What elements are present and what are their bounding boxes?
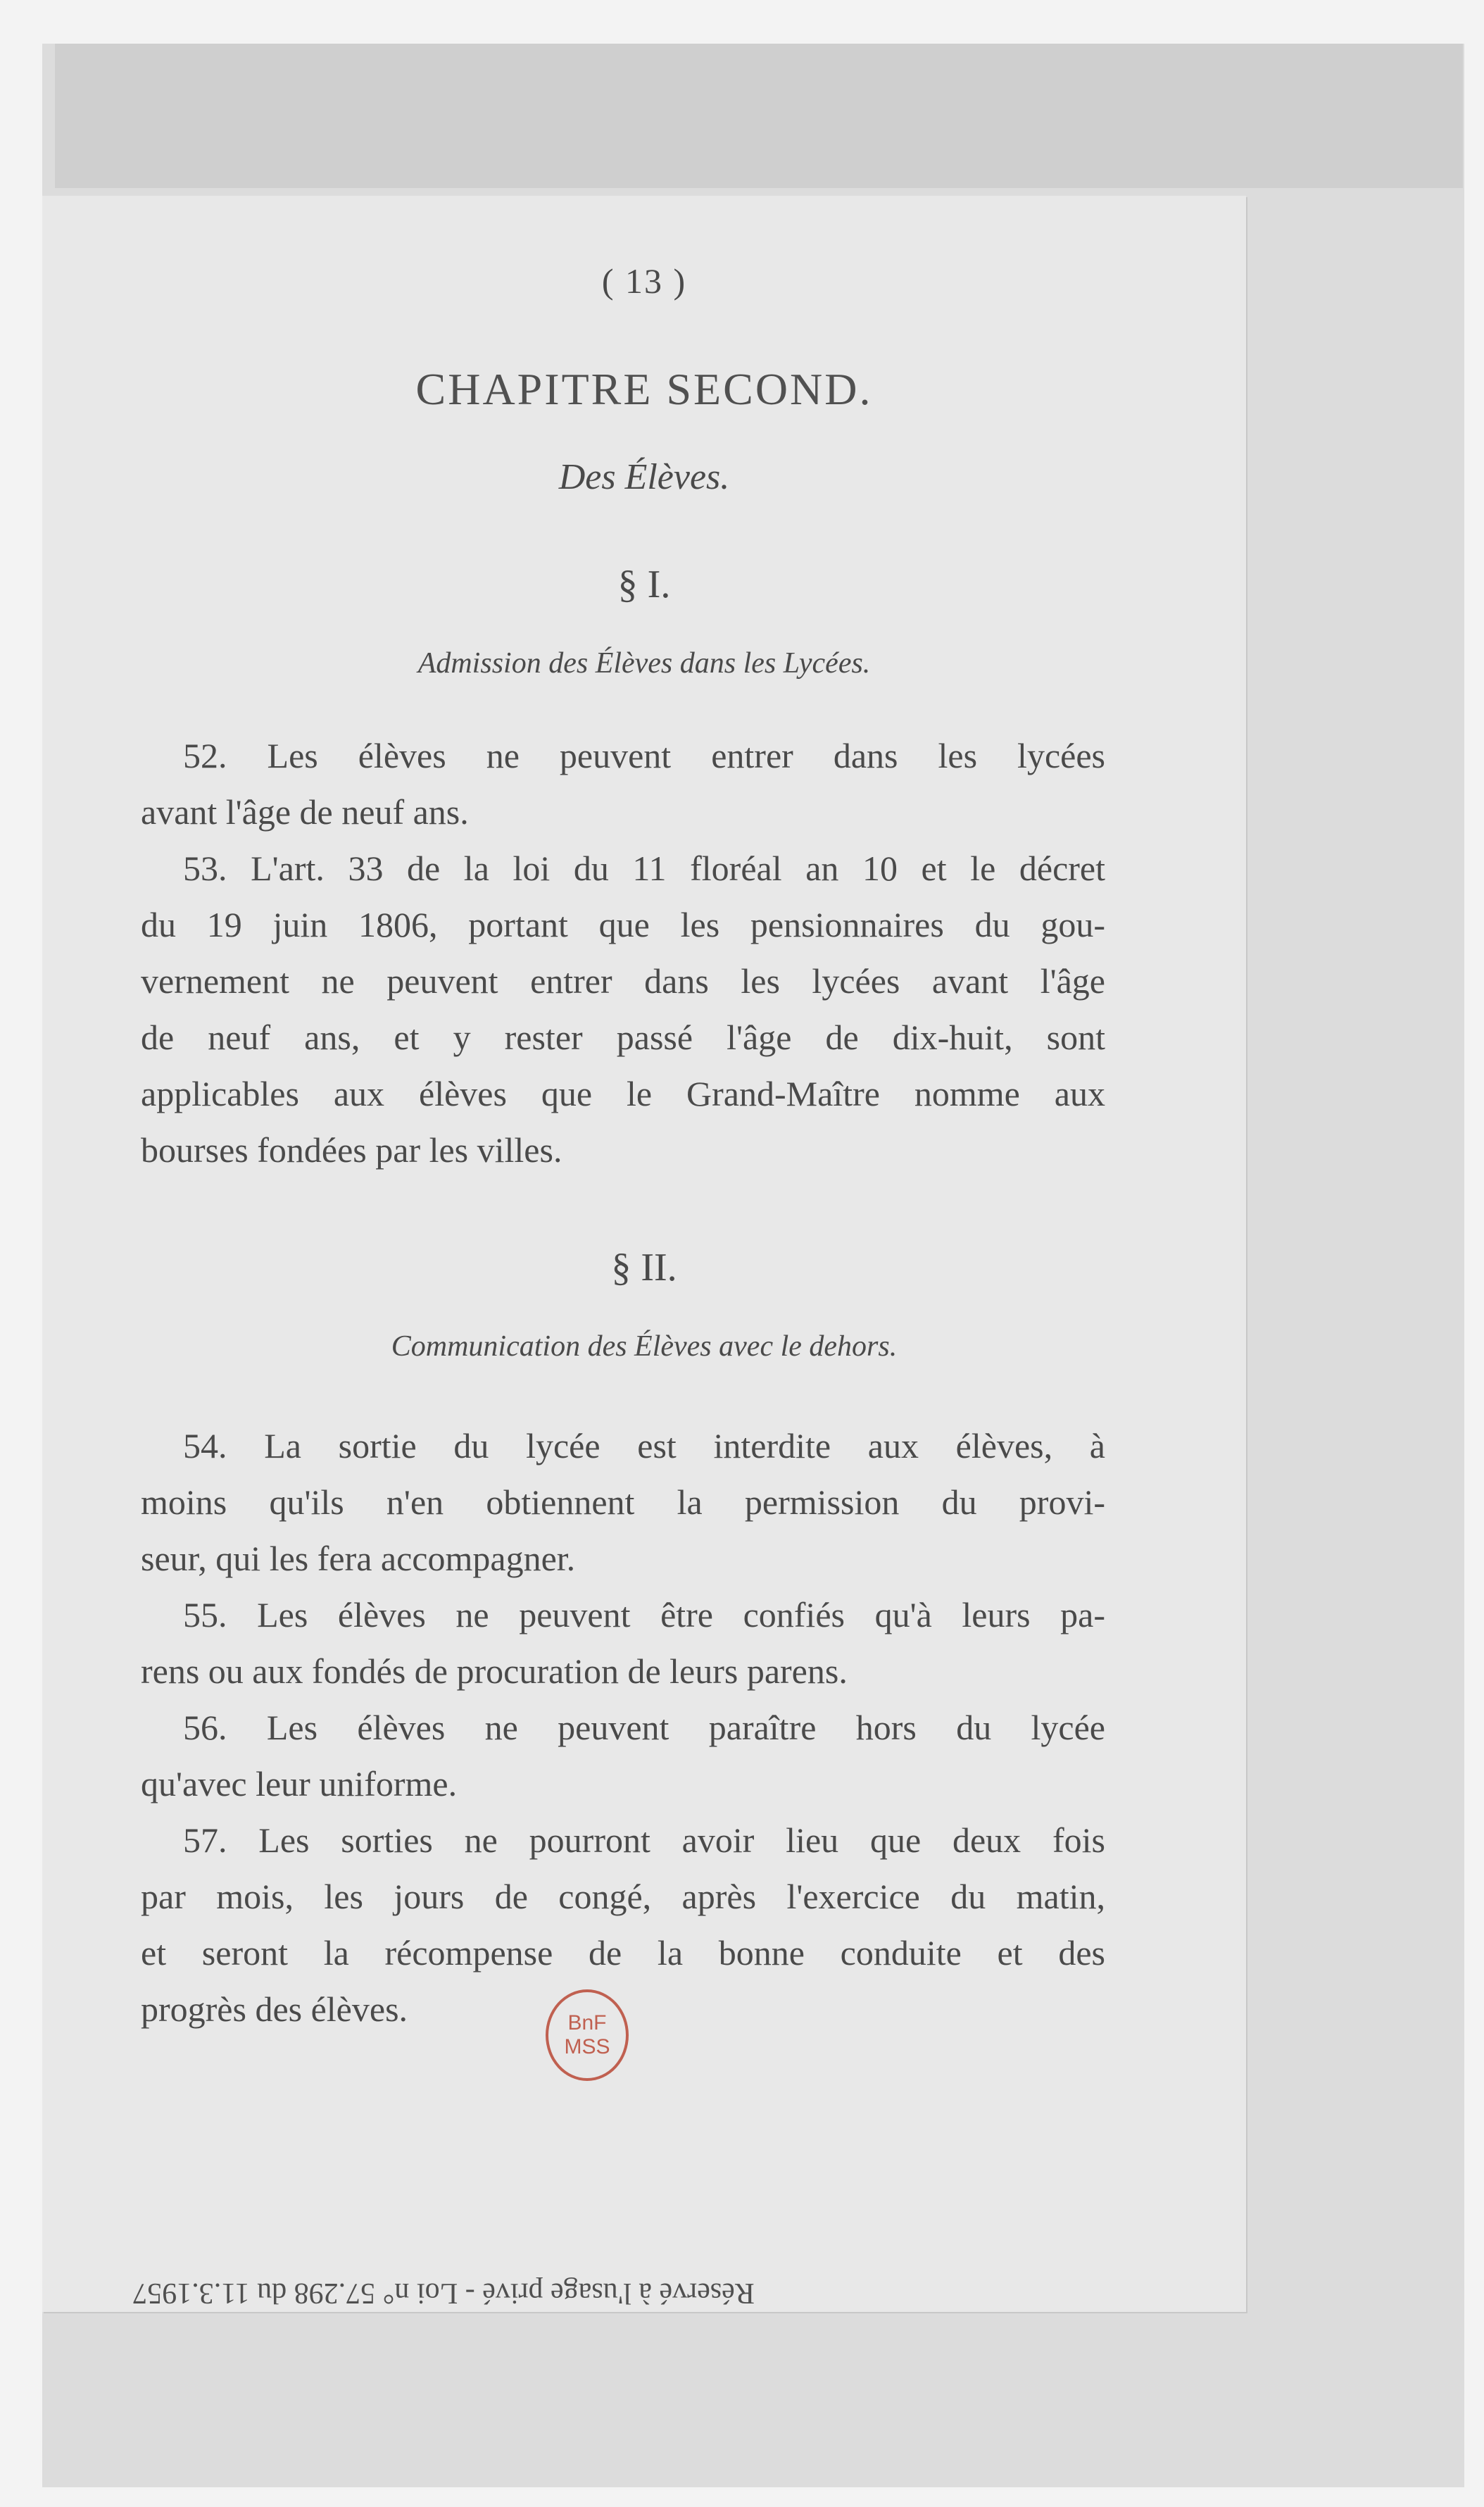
article-54-line-2: moins qu'ils n'en obtiennent la permission du provi- bbox=[141, 1482, 1105, 1522]
article-53-line-6: bourses fondées par les villes. bbox=[141, 1130, 562, 1170]
article-53-line-2: du 19 juin 1806, portant que les pensionnaires du gou- bbox=[141, 905, 1105, 944]
article-57-line-3: et seront la récompense de la bonne conduite et des bbox=[141, 1933, 1105, 1973]
chapter-title: CHAPITRE SECOND. bbox=[415, 364, 873, 414]
article-53-line-3: vernement ne peuvent entrer dans les lycées avant l'âge bbox=[141, 961, 1105, 1001]
reserve-note: Réservé à l'usage privé - Loi n° 57.298 du 11.3.1957 bbox=[132, 2277, 755, 2309]
article-52 bbox=[141, 727, 1105, 840]
article-52-line-1: 52. Les élèves ne peuvent entrer dans les lycées bbox=[183, 736, 1105, 775]
article-53-line-1: 53. L'art. 33 de la loi du 11 floréal an 10 et le décret bbox=[183, 849, 1105, 888]
article-56-line-1: 56. Les élèves ne peuvent paraître hors du lycée bbox=[183, 1708, 1105, 1747]
article-54-line-1: 54. La sortie du lycée est interdite aux élèves, à bbox=[183, 1426, 1105, 1465]
article-54-line-3: seur, qui les fera accompagner. bbox=[141, 1539, 576, 1578]
article-57-line-1: 57. Les sorties ne pourront avoir lieu que deux fois bbox=[183, 1820, 1105, 1860]
stamp-line-2: MSS bbox=[564, 2035, 610, 2058]
section-2-mark: § II. bbox=[611, 1246, 677, 1289]
stamp-line-1: BnF bbox=[567, 2011, 607, 2034]
page-content bbox=[84, 196, 1288, 2312]
article-57-line-4: progrès des élèves. bbox=[141, 1989, 408, 2029]
article-54 bbox=[141, 1418, 1105, 1587]
article-57 bbox=[141, 1812, 1105, 2037]
document-page bbox=[42, 196, 1246, 2312]
article-55-line-2: rens ou aux fondés de procuration de leurs parens. bbox=[141, 1651, 848, 1691]
library-stamp bbox=[546, 1989, 629, 2081]
article-53-line-5: applicables aux élèves que le Grand-Maître nomme aux bbox=[141, 1074, 1105, 1113]
article-52-line-2: avant l'âge de neuf ans. bbox=[141, 792, 469, 832]
article-53 bbox=[141, 840, 1105, 1178]
article-55 bbox=[141, 1587, 1105, 1699]
article-56 bbox=[141, 1699, 1105, 1812]
article-55-line-1: 55. Les élèves ne peuvent être confiés qu'à leurs pa- bbox=[183, 1595, 1105, 1634]
section-1-mark: § I. bbox=[617, 563, 671, 606]
section-1-title: Admission des Élèves dans les Lycées. bbox=[417, 647, 871, 680]
article-57-line-2: par mois, les jours de congé, après l'exercice du matin, bbox=[141, 1877, 1105, 1916]
article-53-line-4: de neuf ans, et y rester passé l'âge de dix-huit, sont bbox=[141, 1018, 1105, 1057]
article-56-line-2: qu'avec leur uniforme. bbox=[141, 1764, 458, 1803]
chapter-subtitle: Des Élèves. bbox=[558, 457, 730, 497]
section-2-title: Communication des Élèves avec le dehors. bbox=[391, 1330, 898, 1363]
backing-top-band bbox=[55, 44, 1463, 188]
page-number: ( 13 ) bbox=[601, 261, 687, 301]
